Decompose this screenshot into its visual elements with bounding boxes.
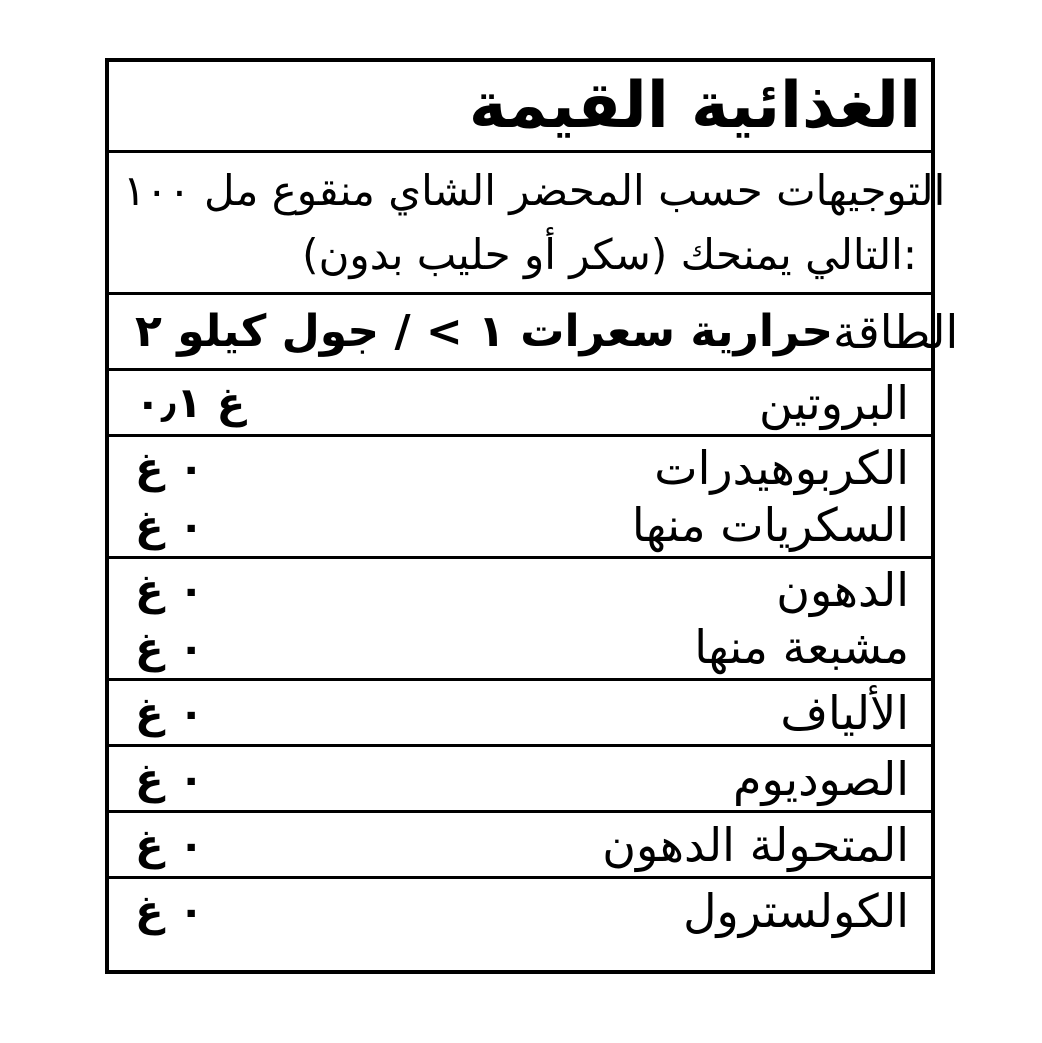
row-protein <box>109 368 931 434</box>
line-sugars <box>135 498 909 552</box>
row-trans-fat <box>109 810 931 876</box>
serving-description-line1: ١٠٠ مل منقوع الشاي المحضر حسب التوجيهات <box>123 165 946 215</box>
row-fiber <box>109 678 931 744</box>
row-cholesterol <box>109 876 931 942</box>
protein-value: ٠٫١ غ <box>135 378 246 427</box>
energy-label: الطاقة <box>833 304 959 359</box>
protein-label: البروتين <box>759 375 909 430</box>
fat-label: الدهون <box>776 562 909 617</box>
cholesterol-label: الكولسترول <box>683 883 909 938</box>
saturated-fat-label: منها مشبعة <box>694 620 909 675</box>
saturated-fat-value: ٠ غ <box>135 622 204 672</box>
line-fat <box>135 563 909 617</box>
sodium-value: ٠ غ <box>135 754 204 803</box>
row-sodium <box>109 744 931 810</box>
line-carbohydrates <box>135 441 909 495</box>
carbohydrates-label: الكربوهيدرات <box>654 440 909 495</box>
sugars-value: ٠ غ <box>135 500 204 550</box>
trans-fat-value: ٠ غ <box>135 820 204 869</box>
cholesterol-value: ٠ غ <box>135 886 204 935</box>
nutrition-facts-table <box>105 58 959 974</box>
sodium-label: الصوديوم <box>733 751 909 806</box>
fiber-label: الألياف <box>780 685 909 740</box>
row-fat <box>109 556 931 678</box>
line-saturated-fat <box>135 620 909 674</box>
fiber-value: ٠ غ <box>135 688 204 737</box>
row-carbohydrates <box>109 434 931 556</box>
carbohydrates-value: ٠ غ <box>135 443 204 493</box>
serving-description <box>109 150 946 292</box>
trans-fat-label: الدهون المتحولة <box>602 817 909 872</box>
sugars-label: منها السكريات <box>631 498 909 553</box>
title-row <box>109 62 931 150</box>
row-energy <box>109 292 959 368</box>
serving-description-line2: (بدون حليب أو سكر) يمنحك التالي: <box>302 229 917 279</box>
table-title: القيمة الغذائية <box>468 69 921 143</box>
energy-value: ٢ كيلو جول / < ١ سعرات حرارية <box>135 306 834 357</box>
fat-value: ٠ غ <box>135 565 204 615</box>
